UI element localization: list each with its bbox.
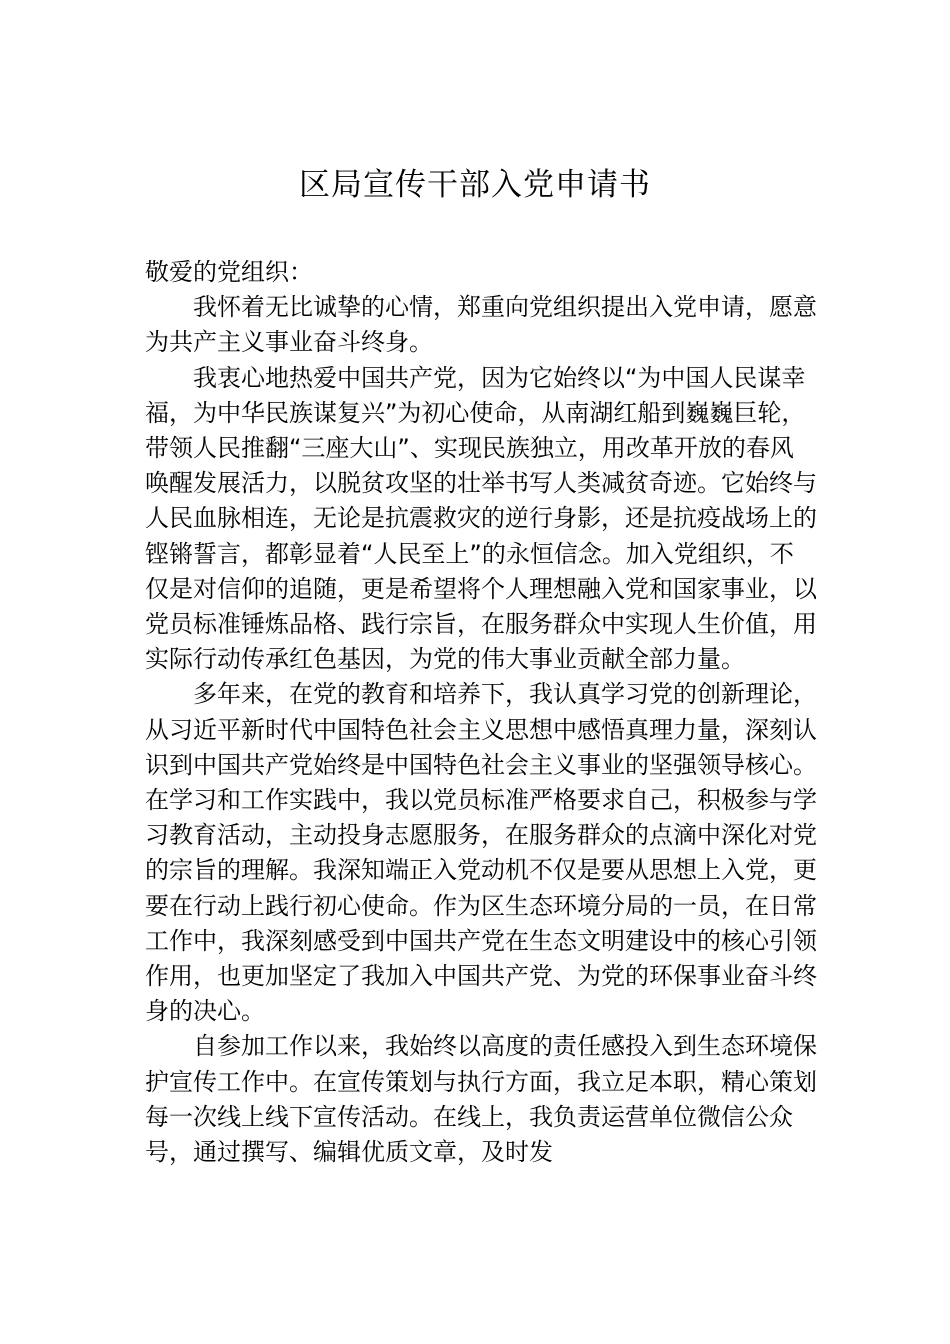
- document-body: [145, 255, 817, 1170]
- document-title: 区局宣传干部入党申请书: [299, 167, 651, 203]
- paragraph-4: 自参加工作以来，我始终以高度的责任感投入到生态环境保护宣传工作中。在宣传策划与执行方面，我立足本职，精心策划每一次线上线下宣传活动。在线上，我负责运营单位微信公众号，通过撰写、编辑优质文章，及时发: [145, 1032, 817, 1167]
- paragraph-3: 多年来，在党的教育和培养下，我认真学习党的创新理论，从习近平新时代中国特色社会主义思想中感悟真理力量，深刻认识到中国共产党始终是中国特色社会主义事业的坚强领导核心。在学习和工作实践中，我以党员标准严格要求自己，积极参与学习教育活动，主动投身志愿服务，在服务群众的点滴中深化对党的宗旨的理解。我深知端正入党动机不仅是要从思想上入党，更要在行动上践行初心使命。作为区生态环境分局的一员，在日常工作中，我深刻感受到中国共产党在生态文明建设中的核心引领作用，也更加坚定了我加入中国共产党、为党的环保事业奋斗终身的决心。: [145, 680, 817, 1026]
- salutation: 敬爱的党组织：: [145, 258, 313, 286]
- paragraph-2: 我衷心地热爱中国共产党，因为它始终以“为中国人民谋幸福，为中华民族谋复兴”为初心使命，从南湖红船到巍巍巨轮，带领人民推翻“三座大山”、实现民族独立，用改革开放的春风唤醒发展活力，以脱贫攻坚的壮举书写人类减贫奇迹。它始终与人民血脉相连，无论是抗震救灾的逆行身影，还是抗疫战场上的铿锵誓言，都彰显着“人民至上”的永恒信念。加入党组织，不仅是对信仰的追随，更是希望将个人理想融入党和国家事业，以党员标准锤炼品格、践行宗旨，在服务群众中实现人生价值，用实际行动传承红色基因，为党的伟大事业贡献全部力量。: [145, 363, 817, 674]
- paragraph-1: 我怀着无比诚挚的心情，郑重向党组织提出入党申请，愿意为共产主义事业奋斗终身。: [145, 293, 817, 357]
